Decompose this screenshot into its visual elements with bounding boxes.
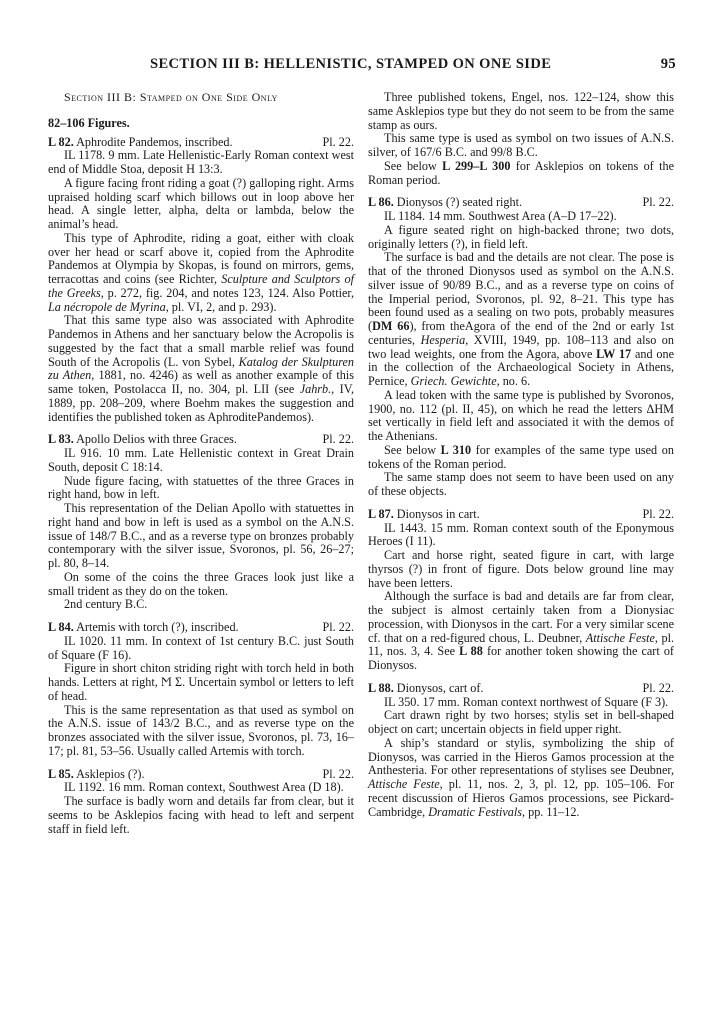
plate-reference: Pl. 22. (322, 134, 354, 149)
paragraph: The same stamp does not seem to have been used on any of these objects. (368, 470, 674, 498)
right-column (368, 91, 674, 819)
running-title: SECTION III B: HELLENISTIC, STAMPED ON ONE SIDE (150, 56, 552, 72)
entry-l83 (48, 433, 354, 612)
entry-number: L 82. (48, 134, 74, 149)
figures-range-heading: 82–106 Figures. (48, 115, 130, 130)
plate-reference: Pl. 22. (642, 195, 674, 210)
entry-title: Dionysos (?) seated right. (396, 195, 523, 210)
inventory-context: IL 1192. 16 mm. Roman context, Southwest Area (D 18). (64, 780, 344, 795)
left-column (48, 91, 354, 836)
entry-heading (368, 196, 674, 210)
entry-l85 (48, 768, 354, 837)
entry-number: L 83. (48, 432, 74, 447)
paragraph: The surface is bad and the details are not clear. The pose is that of the throned Dionysos used as symbol on the A.N.S. silver issue of 90/89 B.C., and as a reverse type on coins of the Imperial period, Svoronos, pl. 92, 8–21. This type has been found used as a sealing on two pots, probably measures (DM 66), from theAgora of the end of the 2nd or early 1st centuries, Hesperia, XVIII, 1949, pp. 108–113 and also on two lead weights, one from the Agora, above LW 17 and one in the collection of the Archaeological Society in Athens, Pernice, Griech. Gewichte, no. 6. (368, 250, 674, 388)
paragraph: This is the same representation as that used as symbol on the A.N.S. issue of 143/2 B.C., and as reverse type on the bronzes associated with the silver issue, Svoronos, pl. 73, 16–17; pl. 81, 53–56. Usually called Artemis with torch. (48, 702, 354, 758)
paragraph: Cart drawn right by two horses; stylis set in bell-shaped object on cart; uncertain objects in field upper right. (368, 708, 674, 736)
paragraph: This representation of the Delian Apollo with statuettes in right hand and bow in left is used as a symbol on the A.N.S. issue of 148/7 B.C., and as a reverse type on bronzes probably contemporary with the silver issue, Svoronos, pl. 56, 26–27; pl. 80, 8–14. (48, 501, 354, 570)
inventory-context: IL 350. 17 mm. Roman context northwest of Square (F 3). (384, 694, 669, 709)
plate-reference: Pl. 22. (322, 620, 354, 634)
entry-l82 (48, 136, 354, 425)
entry-title: Dionysos, cart of. (396, 680, 484, 695)
paragraph: That this same type also was associated with Aphrodite Pandemos in Athens and her sanctuary below the Acropolis is suggested by the fact that a small marble relief was found South of the Acropolis (L. von Sybel, Katalog der Skulpturen zu Athen, 1881, no. 4246) as well as another example of this same token, Postolacca II, no. 304, pl. LII (see Jahrb., IV, 1889, pp. 208–209, where Boehm makes the suggestion and identifies the published token as AphroditePandemos). (48, 313, 355, 424)
inventory-context: IL 1443. 15 mm. Roman context south of the Eponymous Heroes (I 11). (368, 520, 674, 549)
inventory-context: IL 1178. 9 mm. Late Hellenistic-Early Roman context west end of Middle Stoa, deposit H 13:3. (48, 148, 354, 176)
paragraph: A lead token with the same type is published by Svoronos, 1900, no. 112 (pl. II, 45), on which he read the letters ΔHM set vertically in field left and associated it with the demos of the Athenians. (368, 387, 674, 443)
paragraph: A figure facing front riding a goat (?) galloping right. Arms upraised holding scarf which billows out in loop above her head. A single letter, alpha, delta or lambda, below the animal’s head. (48, 175, 354, 231)
paragraph: Nude figure facing, with statuettes of the three Graces in right hand, bow in left. (48, 473, 354, 502)
paragraph: Three published tokens, Engel, nos. 122–124, show this same Asklepios type but they do not seem to be from the same stamp as ours. (368, 90, 674, 132)
paragraph: The surface is badly worn and details far from clear, but it seems to be Asklepios facing with head to left and serpent staff in field left. (48, 794, 354, 836)
page-number: 95 (660, 56, 676, 72)
paragraph: On some of the coins the three Graces look just like a small trident as they do on the token. (48, 569, 354, 598)
entry-l84 (48, 621, 354, 759)
inventory-context: IL 916. 10 mm. Late Hellenistic context in Great Drain South, deposit C 18:14. (48, 446, 354, 474)
paragraph: See below L 299–L 300 for Asklepios on tokens of the Roman period. (368, 158, 674, 187)
inventory-context: IL 1020. 11 mm. In context of 1st century B.C. just South of Square (F 16). (48, 633, 354, 662)
paragraph: This type of Aphrodite, riding a goat, either with cloak over her head or scarf above it, copied from the Aphrodite Pandemos at Olympia by Skopas, is found on mirrors, gems, terracottas and coins (see Richter, Sculpture and Sculptors of the Greeks, p. 272, fig. 204, and notes 123, 124. Also Pottier, La nécropole de Myrina, pl. VI, 2, and p. 293). (48, 230, 355, 314)
entry-title: Apollo Delios with three Graces. (76, 432, 237, 447)
running-header (46, 56, 676, 74)
entry-number: L 84. (48, 620, 74, 634)
paragraph: Cart and horse right, seated figure in cart, with large thyrsos (?) in front of figure. Dots below ground line may have been letters. (368, 548, 674, 590)
entry-heading (48, 768, 354, 782)
plate-reference: Pl. 22. (322, 766, 354, 781)
inventory-context: IL 1184. 14 mm. Southwest Area (A–D 17–22). (384, 209, 617, 223)
entry-number: L 85. (48, 766, 74, 781)
entry-heading (48, 621, 354, 635)
entry-number: L 86. (368, 195, 394, 210)
entry-l86 (368, 196, 674, 499)
paragraph: This same type is used as symbol on two issues of A.N.S. silver, of 167/6 B.C. and 99/8 B.C. (368, 131, 674, 159)
plate-reference: Pl. 22. (642, 680, 674, 695)
section-heading: Section III B: Stamped on One Side Only (64, 90, 278, 104)
entry-l87 (368, 508, 674, 673)
entry-l88 (368, 682, 674, 820)
entry-title: Artemis with torch (?), inscribed. (76, 620, 239, 634)
paragraph: Figure in short chiton striding right with torch held in both hands. Letters at right, Ϻ Σ. Uncertain symbol or letters to left of head. (48, 661, 354, 703)
entry-number: L 88. (368, 680, 394, 695)
paragraph: Although the surface is bad and details are far from clear, the subject is almost certainly taken from a Dionysiac procession, with Dionysos in the cart. For a very similar scene cf. that on a red-figured chous, L. Deubner, Attische Feste, pl. 11, nos. 3, 4. See L 88 for another token showing the cart of Dionysos. (368, 589, 675, 672)
entry-title: Dionysos in cart. (396, 506, 480, 521)
entry-heading (48, 136, 354, 150)
entry-heading (368, 682, 674, 696)
plate-reference: Pl. 22. (322, 432, 354, 447)
entry-title: Aphrodite Pandemos, inscribed. (76, 134, 233, 149)
entry-heading (48, 433, 354, 447)
plate-reference: Pl. 22. (642, 506, 674, 521)
paragraph: A figure seated right on high-backed throne; two dots, originally letters (?), in field left. (368, 222, 674, 251)
date-line: 2nd century B.C. (64, 597, 148, 612)
entry-title: Asklepios (?). (76, 766, 145, 781)
entry-number: L 87. (368, 506, 394, 521)
entry-heading (368, 508, 674, 522)
paragraph: A ship’s standard or stylis, symbolizing the ship of Dionysos, was carried in the Hieros Gamos procession at the Anthesteria. For other representations of stylises see Deubner, Attische Feste, pl. 11, nos. 2, 3, pl. 12, pp. 105–106. For recent discussion of Hieros Gamos processions, see Pickard-Cambridge, Dramatic Festivals, pp. 11–12. (368, 735, 674, 819)
paragraph: See below L 310 for examples of the same type used on tokens of the Roman period. (368, 442, 674, 471)
